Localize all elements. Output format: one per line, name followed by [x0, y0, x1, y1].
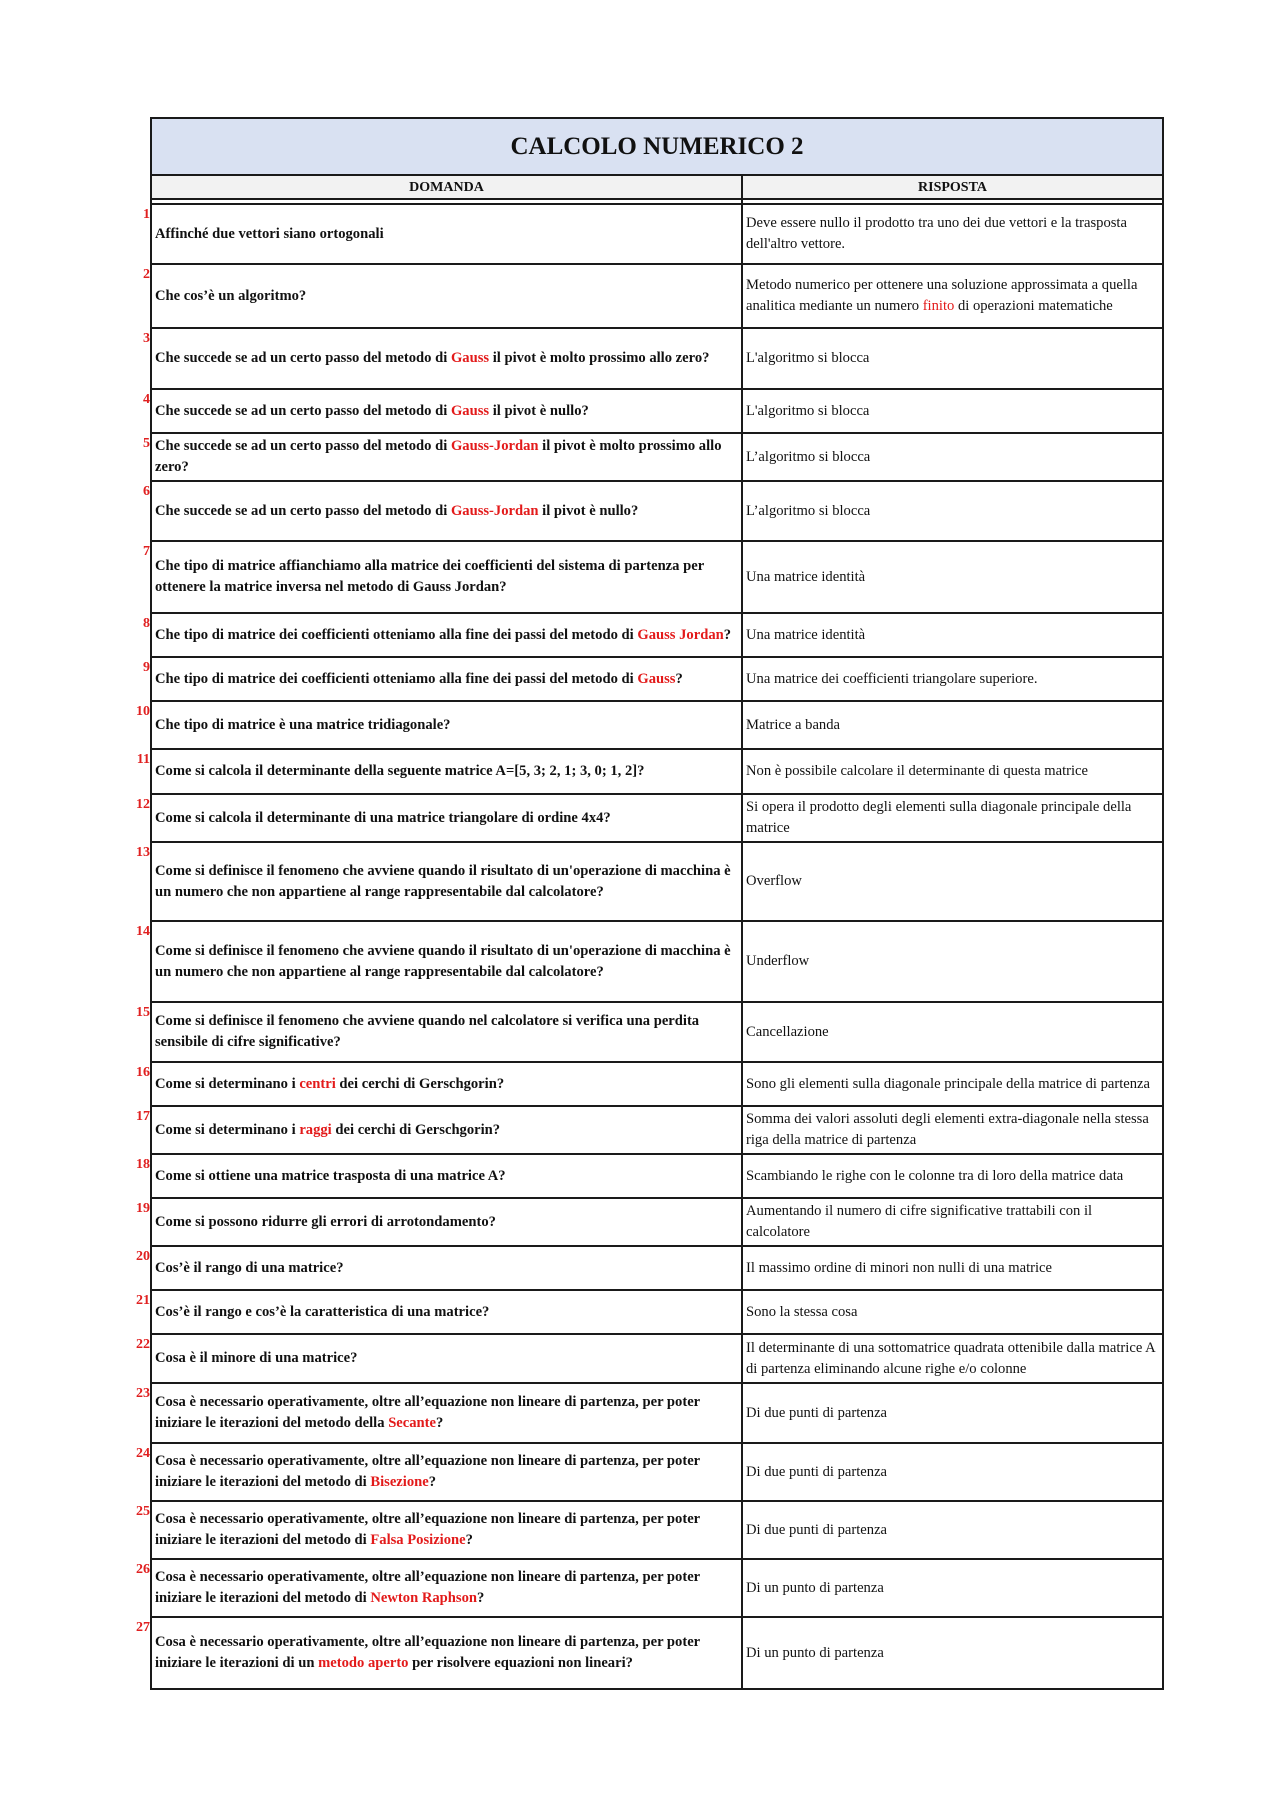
cell-text: il pivot è molto prossimo allo zero?: [489, 350, 710, 366]
cell-text: Come si calcola il determinante di una matrice triangolare di ordine 4x4?: [155, 809, 611, 826]
row-number: 25: [136, 1504, 150, 1519]
answer-cell[interactable]: [742, 1106, 1163, 1154]
cell-text: dei cerchi di Gerschgorin?: [331, 1121, 501, 1138]
table-row: [151, 1154, 1163, 1198]
table-row: [151, 1062, 1163, 1106]
cell-text: Scambiando le righe con le colonne tra di loro della matrice data: [746, 1167, 1124, 1184]
question-cell[interactable]: [136, 794, 742, 842]
table-row: [151, 1334, 1163, 1383]
cell-text: Il massimo ordine di minori non nulli di una matrice: [746, 1259, 1053, 1276]
answer-cell[interactable]: [742, 749, 1163, 794]
cell-text: ?: [465, 1532, 473, 1548]
cell-text: L'algoritmo si blocca: [746, 402, 870, 419]
cell-text: Sono gli elementi sulla diagonale principale della matrice di partenza: [746, 1075, 1151, 1092]
cell-text: Una matrice dei coefficienti triangolare superiore.: [746, 670, 1038, 687]
cell-text: Metodo numerico per ottenere una soluzione approssimata a quella analitica mediante un numero: [746, 277, 1138, 314]
cell-text: Che succede se ad un certo passo del metodo di: [155, 438, 451, 454]
highlighted-term: Falsa Posizione: [370, 1532, 466, 1548]
title-row: [151, 118, 1163, 175]
answer-cell[interactable]: [742, 842, 1163, 921]
cell-text: L'algoritmo si blocca: [746, 350, 870, 366]
table-row: [151, 842, 1163, 921]
column-header-risposta[interactable]: RISPOSTA: [742, 175, 1163, 199]
cell-text: Cos’è il rango e cos’è la caratteristica di una matrice?: [155, 1303, 490, 1320]
cell-text: Come si definisce il fenomeno che avviene quando nel calcolatore si verifica una perdita sensibile di cifre significative?: [155, 1013, 700, 1050]
row-number: 19: [136, 1201, 150, 1216]
cell-text: Overflow: [746, 873, 802, 889]
highlighted-term: Gauss-Jordan: [450, 502, 539, 519]
question-cell[interactable]: [136, 1062, 742, 1106]
question-cell[interactable]: [143, 328, 742, 389]
cell-text: ?: [723, 626, 732, 643]
cell-text: Come si calcola il determinante della seguente matrice A=[5, 3; 2, 1; 3, 0; 1, 2]?: [155, 763, 645, 779]
cell-text: ?: [428, 1474, 437, 1490]
cell-text: Che succede se ad un certo passo del metodo di: [155, 402, 451, 419]
answer-cell[interactable]: [742, 794, 1163, 842]
cell-text: Come si determinano i: [155, 1075, 300, 1092]
question-cell[interactable]: [136, 1002, 742, 1062]
table-row: [151, 1443, 1163, 1501]
table-row: [151, 1198, 1163, 1246]
row-number: 26: [136, 1562, 150, 1577]
table-row: [151, 794, 1163, 842]
answer-cell[interactable]: [742, 1198, 1163, 1246]
question-cell[interactable]: [136, 921, 742, 1002]
highlighted-term: centri: [299, 1075, 336, 1092]
answer-cell[interactable]: [742, 1290, 1163, 1334]
row-number: 20: [136, 1249, 150, 1264]
question-cell[interactable]: [136, 1617, 742, 1689]
cell-text: Di due punti di partenza: [746, 1521, 888, 1538]
row-number: 2: [143, 267, 150, 282]
cell-text: L’algoritmo si blocca: [746, 502, 871, 519]
cell-text: Non è possibile calcolare il determinante di questa matrice: [746, 763, 1089, 779]
table-row: [151, 264, 1163, 328]
answer-cell[interactable]: [742, 1154, 1163, 1198]
cell-text: Underflow: [746, 953, 810, 969]
cell-text: Matrice a banda: [746, 716, 840, 733]
question-cell[interactable]: [143, 204, 742, 264]
row-number: 12: [136, 797, 150, 812]
cell-text: Come si ottiene una matrice trasposta di una matrice A?: [155, 1167, 506, 1184]
answer-cell[interactable]: [742, 1246, 1163, 1290]
cell-text: Il determinante di una sottomatrice quadrata ottenibile dalla matrice A di partenza eliminando alcune righe e/o colonne: [746, 1339, 1155, 1377]
highlighted-term: Secante: [388, 1415, 437, 1431]
cell-text: Come si definisce il fenomeno che avviene quando il risultato di un'operazione di macchina è un numero che non appartiene al range rappresentabile dal calcolatore?: [155, 942, 731, 980]
question-cell[interactable]: [136, 1501, 742, 1559]
row-number: 21: [136, 1293, 150, 1308]
answer-cell[interactable]: [742, 481, 1163, 541]
cell-text: dei cerchi di Gerschgorin?: [335, 1075, 505, 1092]
cell-text: L’algoritmo si blocca: [746, 448, 871, 465]
cell-text: Cosa è il minore di una matrice?: [155, 1350, 358, 1366]
cell-text: Si opera il prodotto degli elementi sulla diagonale principale della matrice: [746, 799, 1132, 836]
answer-cell[interactable]: [742, 1002, 1163, 1062]
table-row: [151, 701, 1163, 749]
highlighted-term: metodo aperto: [318, 1655, 409, 1671]
cell-text: ?: [477, 1590, 485, 1606]
table-row: [151, 389, 1163, 433]
cell-text: Di un punto di partenza: [746, 1644, 884, 1661]
cell-text: Come si definisce il fenomeno che avviene quando il risultato di un'operazione di macchina è un numero che non appartiene al range rappresentabile dal calcolatore?: [155, 862, 731, 900]
answer-cell[interactable]: [742, 1062, 1163, 1106]
row-number: 24: [136, 1446, 150, 1461]
row-number: 7: [143, 544, 150, 559]
question-cell[interactable]: [143, 389, 742, 433]
row-number: 13: [136, 845, 150, 860]
question-cell[interactable]: [143, 433, 742, 481]
question-cell[interactable]: [136, 1246, 742, 1290]
cell-text: Che tipo di matrice dei coefficienti otteniamo alla fine dei passi del metodo di: [155, 626, 638, 643]
answer-cell[interactable]: [742, 613, 1163, 657]
cell-text: Di due punti di partenza: [746, 1463, 888, 1480]
cell-text: Una matrice identità: [746, 568, 866, 585]
cell-text: Che tipo di matrice affianchiamo alla matrice dei coefficienti del sistema di partenza per ottenere la matrice inversa nel metodo di Gauss Jordan?: [155, 558, 704, 595]
cell-text: Di un punto di partenza: [746, 1579, 884, 1596]
table-row: [151, 749, 1163, 794]
row-number: 10: [136, 704, 150, 719]
cell-text: Che tipo di matrice dei coefficienti otteniamo alla fine dei passi del metodo di: [155, 670, 638, 687]
cell-text: Cos’è il rango di una matrice?: [155, 1259, 344, 1276]
cell-text: Cancellazione: [746, 1023, 829, 1040]
row-number: 3: [143, 331, 150, 346]
table-row: [151, 204, 1163, 264]
qa-table: [136, 117, 1164, 1690]
answer-cell[interactable]: [742, 1334, 1163, 1383]
cell-text: il pivot è molto prossimo allo zero?: [155, 438, 722, 475]
highlighted-term: Gauss-Jordan: [450, 438, 539, 454]
question-cell[interactable]: [136, 749, 742, 794]
column-header-domanda[interactable]: DOMANDA: [151, 175, 742, 199]
cell-text: il pivot è nullo?: [489, 402, 589, 419]
cell-text: Di due punti di partenza: [746, 1404, 888, 1421]
question-cell[interactable]: [136, 1383, 742, 1443]
cell-text: Cosa è necessario operativamente, oltre all’equazione non lineare di partenza, per poter iniziare le iterazioni di un: [155, 1634, 700, 1671]
question-cell[interactable]: [143, 541, 742, 613]
row-number: 11: [136, 752, 150, 767]
table-row: [151, 1501, 1163, 1559]
table-row: [151, 328, 1163, 389]
question-cell[interactable]: [136, 701, 742, 749]
question-cell[interactable]: [136, 1154, 742, 1198]
cell-text: Come si determinano i: [155, 1121, 300, 1138]
highlighted-term: Gauss: [450, 350, 490, 366]
answer-cell[interactable]: [742, 1383, 1163, 1443]
row-number: 23: [136, 1386, 150, 1401]
question-cell[interactable]: [143, 264, 742, 328]
highlighted-term: raggi: [299, 1121, 332, 1138]
answer-cell[interactable]: [742, 1443, 1163, 1501]
table-row: [151, 1559, 1163, 1617]
table-row: [151, 541, 1163, 613]
cell-text: Cosa è necessario operativamente, oltre all’equazione non lineare di partenza, per poter iniziare le iterazioni del metodo della: [155, 1394, 700, 1431]
cell-text: per risolvere equazioni non lineari?: [408, 1655, 633, 1671]
table-row: [151, 1246, 1163, 1290]
table-row: [151, 481, 1163, 541]
table-row: [151, 433, 1163, 481]
answer-cell[interactable]: [742, 204, 1163, 264]
cell-text: Aumentando il numero di cifre significative trattabili con il calcolatore: [746, 1203, 1093, 1240]
row-number: 4: [143, 392, 150, 407]
question-cell[interactable]: [136, 1443, 742, 1501]
row-number: 1: [143, 207, 150, 222]
highlighted-term: Gauss: [450, 402, 490, 419]
table-row: [151, 613, 1163, 657]
row-number: 9: [143, 660, 150, 675]
cell-text: Che cos’è un algoritmo?: [155, 287, 307, 304]
question-cell[interactable]: [136, 1290, 742, 1334]
table-row: [151, 657, 1163, 701]
cell-text: Deve essere nullo il prodotto tra uno dei due vettori e la trasposta dell'altro vettore.: [746, 215, 1127, 252]
table-row: [151, 1383, 1163, 1443]
highlighted-term: Newton Raphson: [370, 1590, 477, 1606]
row-number: 18: [136, 1157, 150, 1172]
answer-cell[interactable]: [742, 921, 1163, 1002]
row-number: 22: [136, 1337, 150, 1352]
cell-text: di operazioni matematiche: [954, 298, 1113, 314]
answer-cell[interactable]: [742, 328, 1163, 389]
cell-text: Affinché due vettori siano ortogonali: [155, 225, 384, 242]
table-row: [151, 1106, 1163, 1154]
answer-cell[interactable]: [742, 657, 1163, 701]
header-row: [151, 175, 1163, 199]
question-cell[interactable]: [136, 1198, 742, 1246]
highlighted-term: Gauss: [637, 670, 676, 687]
cell-text: Che succede se ad un certo passo del metodo di: [155, 502, 451, 519]
highlighted-term: finito: [922, 298, 955, 314]
answer-cell[interactable]: [742, 433, 1163, 481]
row-number: 6: [143, 484, 150, 499]
question-cell[interactable]: [136, 842, 742, 921]
row-number: 8: [143, 616, 150, 631]
answer-cell[interactable]: [742, 264, 1163, 328]
cell-text: il pivot è nullo?: [538, 502, 639, 519]
cell-text: Somma dei valori assoluti degli elementi extra-diagonale nella stessa riga della matrice di partenza: [746, 1111, 1149, 1148]
cell-text: ?: [436, 1415, 444, 1431]
answer-cell[interactable]: [742, 1617, 1163, 1689]
cell-text: ?: [675, 670, 683, 687]
answer-cell[interactable]: [742, 1559, 1163, 1617]
highlighted-term: Gauss Jordan: [637, 626, 724, 643]
question-cell[interactable]: [136, 1559, 742, 1617]
row-number: 17: [136, 1109, 150, 1124]
cell-text: Sono la stessa cosa: [746, 1303, 858, 1320]
row-number: 27: [136, 1620, 150, 1635]
table-row: [151, 1290, 1163, 1334]
question-cell[interactable]: [143, 613, 742, 657]
question-cell[interactable]: [136, 1106, 742, 1154]
row-number: 16: [136, 1065, 150, 1080]
row-number: 5: [143, 436, 150, 451]
cell-text: Che tipo di matrice è una matrice tridiagonale?: [155, 716, 451, 733]
cell-text: Cosa è necessario operativamente, oltre all’equazione non lineare di partenza, per poter iniziare le iterazioni del metodo di: [155, 1453, 700, 1490]
question-cell[interactable]: [143, 657, 742, 701]
highlighted-term: Bisezione: [370, 1474, 429, 1490]
cell-text: Una matrice identità: [746, 626, 866, 643]
answer-cell[interactable]: [742, 1501, 1163, 1559]
cell-text: Che succede se ad un certo passo del metodo di: [155, 350, 451, 366]
cell-text: Cosa è necessario operativamente, oltre all’equazione non lineare di partenza, per poter iniziare le iterazioni del metodo di: [155, 1511, 700, 1548]
row-number: 15: [136, 1005, 150, 1020]
answer-cell[interactable]: [742, 389, 1163, 433]
table-row: [151, 1002, 1163, 1062]
row-number: 14: [136, 924, 150, 939]
answer-cell[interactable]: [742, 541, 1163, 613]
spreadsheet-sheet: [136, 117, 1162, 1690]
question-cell[interactable]: [143, 481, 742, 541]
cell-text: Cosa è necessario operativamente, oltre all’equazione non lineare di partenza, per poter iniziare le iterazioni del metodo di: [155, 1569, 700, 1606]
sheet-title[interactable]: CALCOLO NUMERICO 2: [151, 118, 1163, 175]
table-row: [151, 1617, 1163, 1689]
table-row: [151, 921, 1163, 1002]
question-cell[interactable]: [136, 1334, 742, 1383]
answer-cell[interactable]: [742, 701, 1163, 749]
cell-text: Come si possono ridurre gli errori di arrotondamento?: [155, 1213, 496, 1230]
